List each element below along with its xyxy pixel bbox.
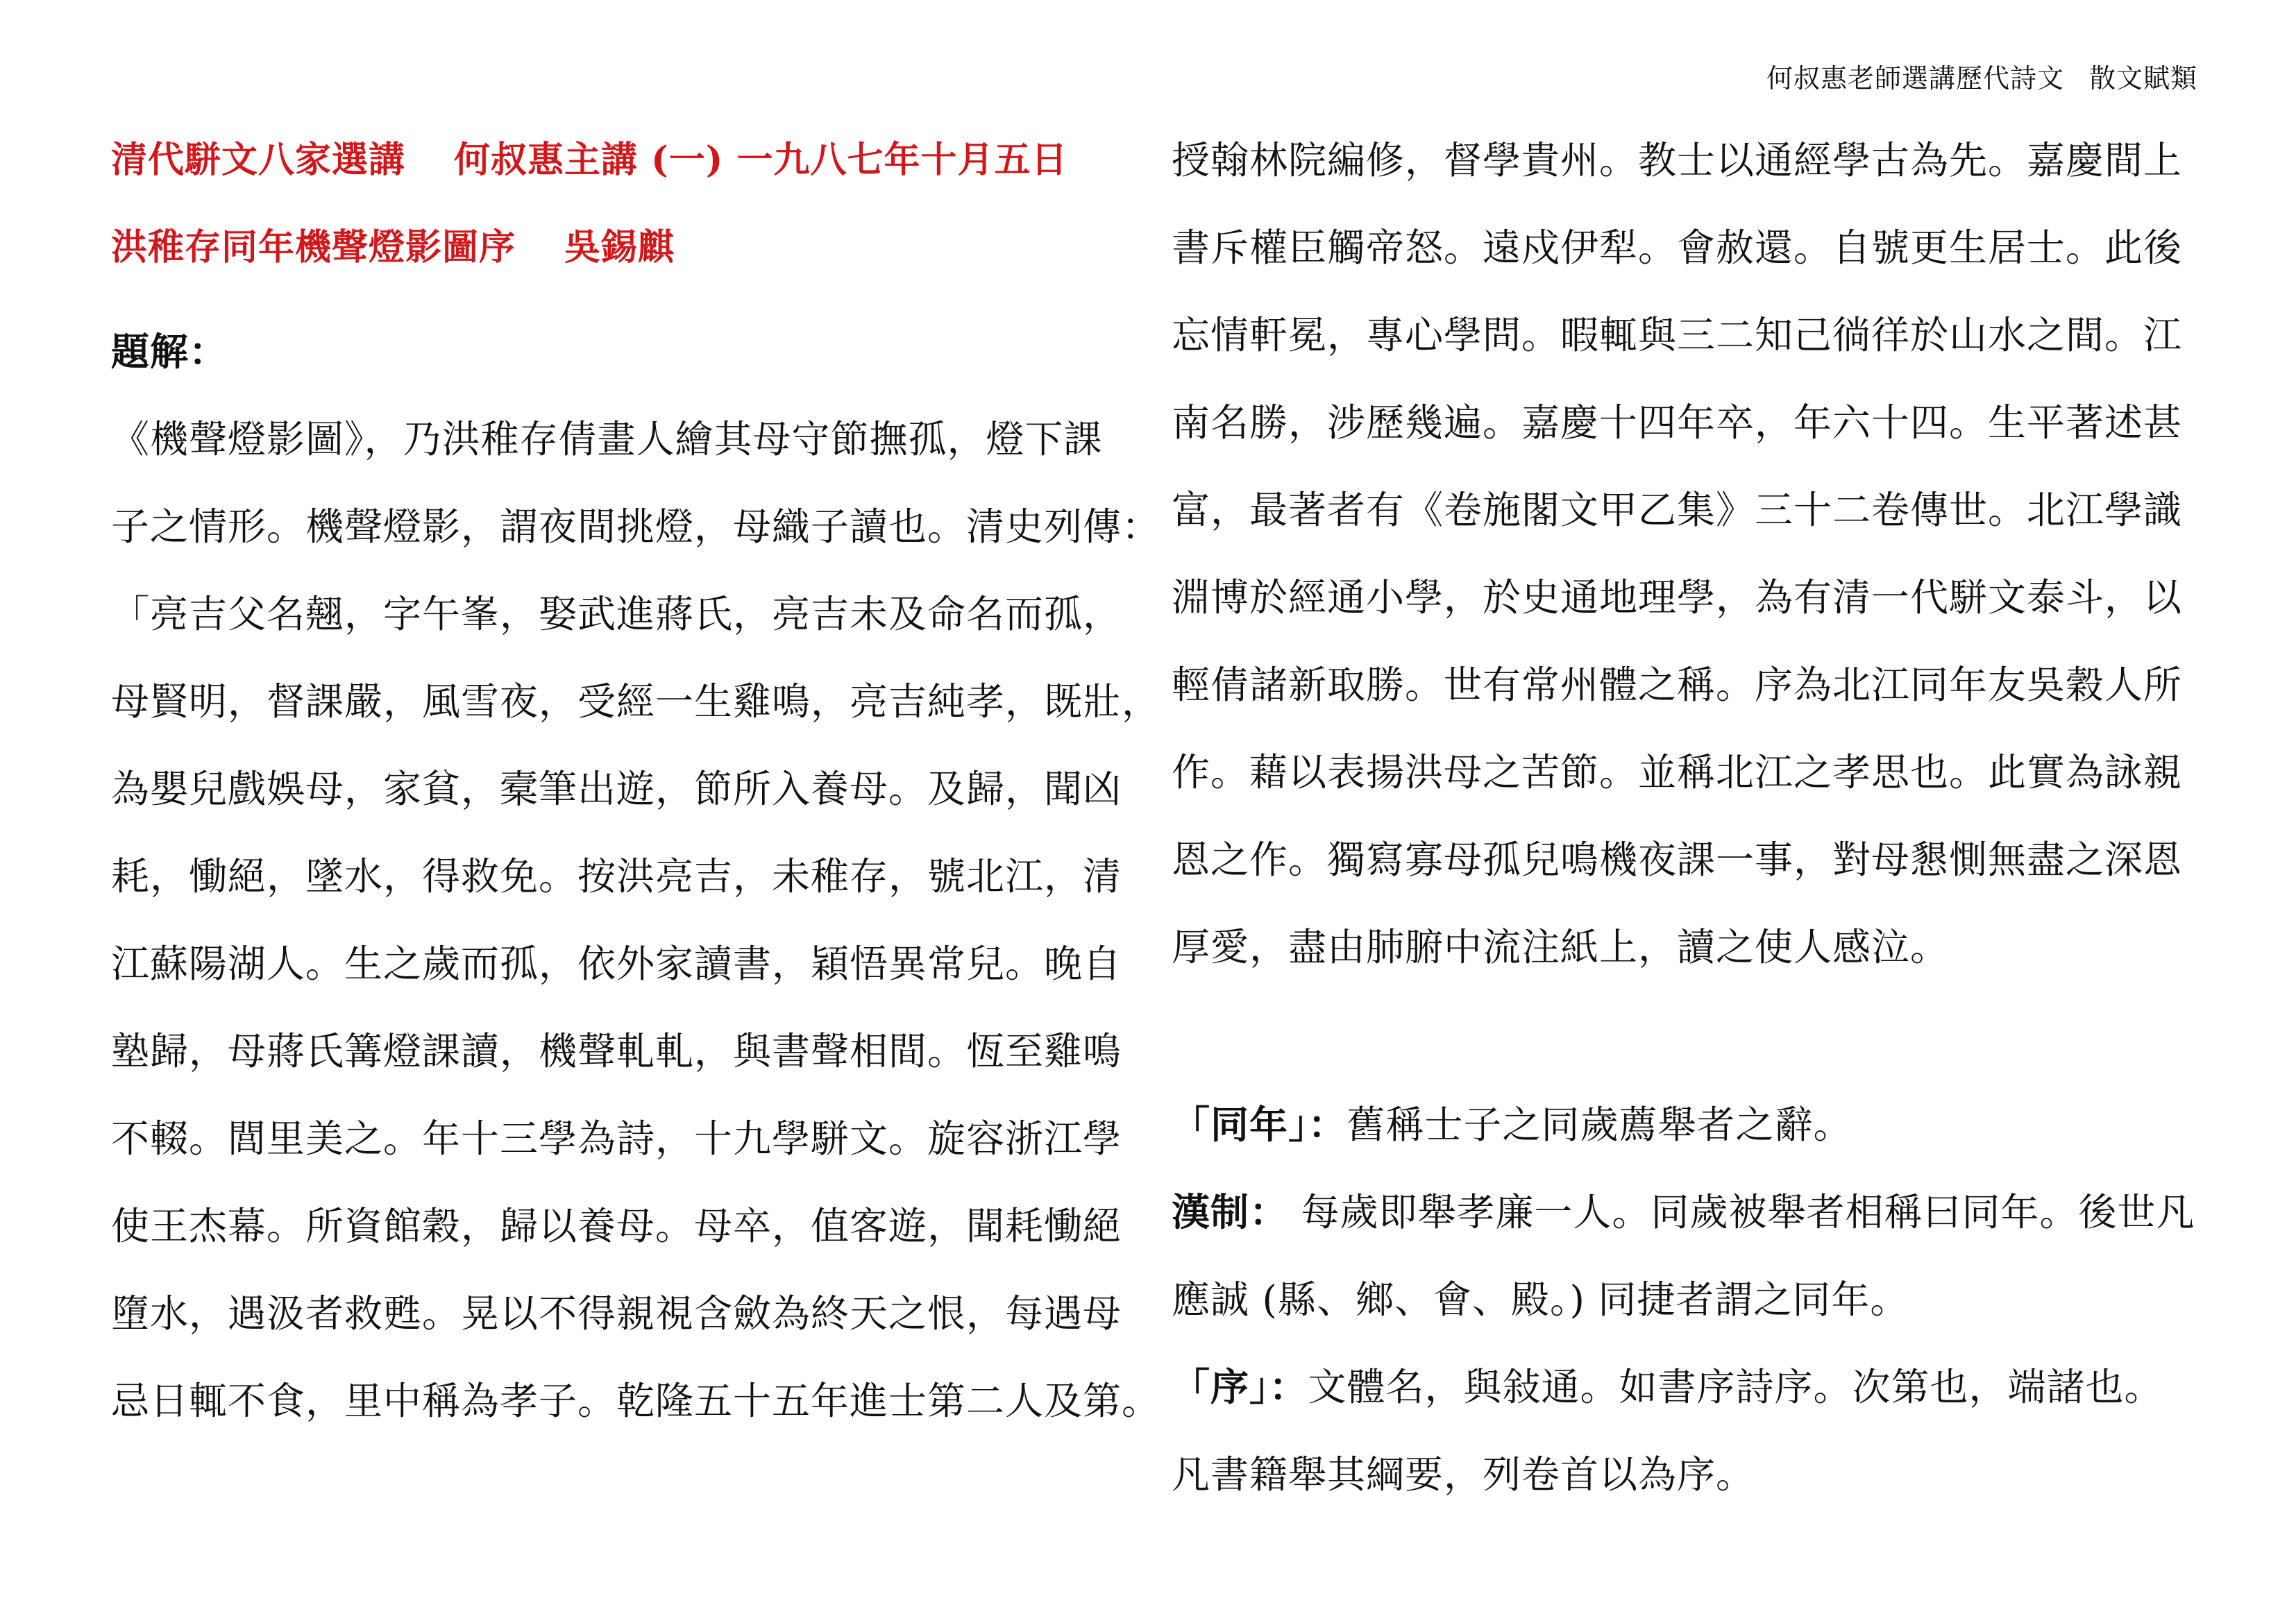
body-line: 江蘇陽湖人。生之歲而孤，依外家讀書，穎悟異常兒。晚自 [111,942,1122,986]
body-line: 恩之作。獨寫寡母孤兒鳴機夜課一事，對母懇惻無盡之深恩 [1172,838,2183,882]
note-entry [1172,1443,2192,1531]
lecture-date: 一九八七年十月五日 [736,139,1068,181]
note-entry [1172,1268,2192,1356]
note-entry [1172,1094,2192,1181]
work-title-line [111,216,1124,304]
category-title: 散文賦類 [2088,63,2197,94]
body-line: 授翰林院編修，督學貴州。教士以通經學古為先。嘉慶間上 [1172,138,2183,182]
body-line: 耗，慟絕，墜水，得救免。按洪亮吉，未稚存，號北江，清 [111,854,1122,899]
notes-list [1172,1094,2195,1531]
note-entry [1172,1356,2192,1443]
note-text: 每歲即舉孝廉一人。同歲被舉者相稱曰同年。後世凡 [1288,1190,2195,1234]
right-body [1172,129,2192,1003]
body-line: 作。藉以表揚洪母之苦節。並稱北江之孝思也。此實為詠親 [1172,750,2183,794]
left-body [111,408,1161,1457]
note-term: 漢制： [1172,1189,1289,1234]
note-term: 「同年」： [1172,1102,1347,1147]
body-line: 輕倩諸新取勝。世有常州體之稱。序為北江同年友吳穀人所 [1172,663,2183,707]
right-column [1172,129,2195,1531]
body-line: 塾歸，母蔣氏篝燈課讀，機聲軋軋，與書聲相間。恆至雞鳴 [111,1029,1122,1073]
running-header [1766,57,2197,95]
body-line: 母賢明，督課嚴，風雪夜，受經一生雞鳴，亮吉純孝，既壯， [111,679,1161,724]
series-title: 何叔惠老師選講歷代詩文 [1766,63,2064,94]
note-text: 應誠 (縣、鄉、會、殿。) 同捷者謂之同年。 [1172,1277,1909,1322]
body-line: 書斥權臣觸帝怒。遠戍伊犁。會赦還。自號更生居士。此後 [1172,226,2183,270]
body-line: 為嬰兒戲娛母，家貧，槖筆出遊，節所入養母。及歸，聞凶 [111,767,1122,811]
body-line: 忌日輒不食，里中稱為孝子。乾隆五十五年進士第二人及第。 [111,1379,1161,1423]
note-entry [1172,1181,2195,1268]
note-text: 凡書籍舉其綱要，列卷首以為序。 [1172,1452,1755,1497]
body-line: 富，最著者有《卷施閣文甲乙集》三十二卷傳世。北江學識 [1172,488,2183,532]
body-line: 不輟。閭里美之。年十三學為詩，十九學駢文。旋容浙江學 [111,1116,1122,1161]
body-line: 淵博於經通小學，於史通地理學，為有清一代駢文泰斗，以 [1172,575,2183,620]
section-heading: 題解： [111,329,228,374]
work-title: 洪稚存同年機聲燈影圖序 [111,226,516,269]
course-title-line [111,129,1124,216]
note-text: 文體名，與敍通。如書序詩序。次第也，端諸也。 [1308,1365,2163,1409]
body-line: 「亮吉父名翹，字午峯，娶武進蔣氏，亮吉未及命名而孤， [111,592,1122,636]
note-text: 舊稱士子之同歲薦舉者之辭。 [1347,1103,1852,1147]
body-line: 忘情軒冕，專心學問。暇輒與三二知己徜徉於山水之間。江 [1172,313,2183,357]
body-line: 南名勝，涉歷幾遍。嘉慶十四年卒，年六十四。生平著述甚 [1172,400,2183,445]
body-line: 子之情形。機聲燈影，謂夜間挑燈，母織子讀也。清史列傳： [111,504,1161,549]
body-line: 使王杰幕。所資館穀，歸以養母。母卒，值客遊，聞耗慟絕 [111,1204,1122,1248]
left-column [111,129,1161,1457]
body-line: 墮水，遇汲者救甦。晃以不得親視含斂為終天之恨，每遇母 [111,1291,1122,1336]
lecturer: 何叔惠主講 [454,139,639,181]
note-term: 「序」： [1172,1364,1308,1409]
body-line: 厚愛，盡由肺腑中流注紙上，讀之使人感泣。 [1172,925,1950,969]
session-number: (一) [651,139,724,181]
body-line: 《機聲燈影圖》，乃洪稚存倩畫人繪其母守節撫孤，燈下課 [111,417,1103,461]
work-author: 吳錫麒 [564,226,675,269]
course-name: 清代駢文八家選講 [111,139,406,181]
